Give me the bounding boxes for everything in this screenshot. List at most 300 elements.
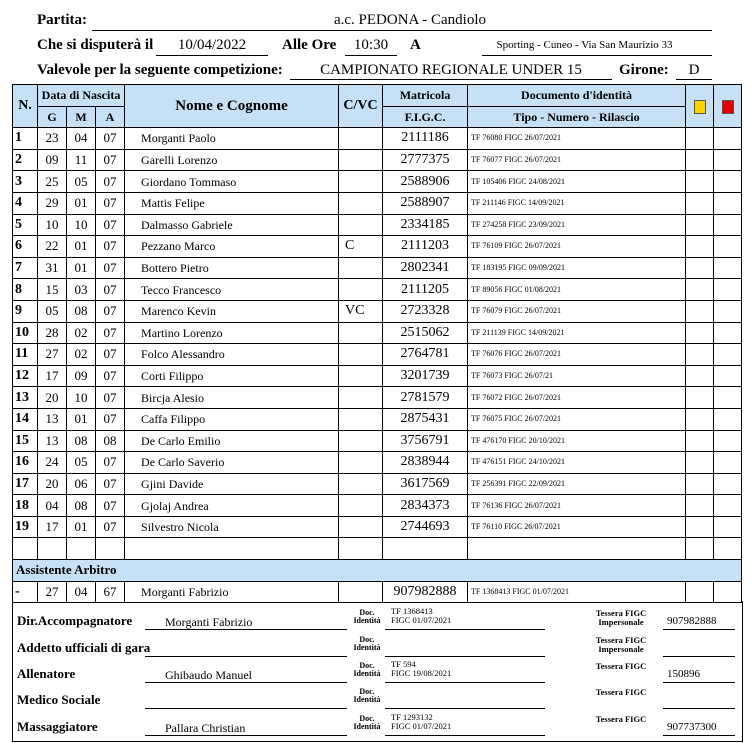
yellow-card-cell — [686, 430, 714, 452]
birth-year: 07 — [96, 516, 125, 538]
staff-tessera: 907982888 — [667, 615, 717, 627]
birth-month: 05 — [67, 171, 96, 193]
partita-label: Partita: — [37, 12, 87, 28]
staff-role: Massaggiatore — [17, 719, 98, 734]
assistant-section-label: Assistente Arbitro — [13, 560, 742, 582]
red-card-cell — [714, 387, 742, 409]
red-card-cell — [714, 300, 742, 322]
captain-mark — [339, 279, 383, 301]
birth-year: 07 — [96, 128, 125, 150]
player-name: De Carlo Emilio — [125, 430, 339, 452]
birth-day: 13 — [38, 408, 67, 430]
ore-label: Alle Ore — [282, 37, 337, 53]
yellow-card-cell — [686, 300, 714, 322]
captain-mark — [339, 344, 383, 366]
competition-value: CAMPIONATO REGIONALE UNDER 15 — [320, 62, 582, 78]
staff-row — [13, 605, 742, 633]
birth-year: 07 — [96, 452, 125, 474]
birth-year: 07 — [96, 408, 125, 430]
player-matricola: 2588906 — [383, 171, 468, 193]
date-value: 10/04/2022 — [177, 37, 247, 53]
valevole-label: Valevole per la seguente competizione: — [37, 62, 283, 78]
player-row — [13, 387, 742, 409]
player-number: 5 — [13, 214, 38, 236]
birth-month: 08 — [67, 300, 96, 322]
captain-mark — [339, 452, 383, 474]
player-document: TF 76076 FIGC 26/07/2021 — [468, 344, 686, 366]
player-matricola: 2723328 — [383, 300, 468, 322]
player-number: 14 — [13, 408, 38, 430]
staff-doc-line2: FIGC 01/07/2021 — [391, 615, 452, 625]
captain-mark — [339, 495, 383, 517]
player-number: 2 — [13, 149, 38, 171]
captain-mark — [339, 171, 383, 193]
captain-mark — [339, 430, 383, 452]
birth-month: 10 — [67, 214, 96, 236]
player-row — [13, 495, 742, 517]
player-name: De Carlo Saverio — [125, 452, 339, 474]
player-matricola: 2802341 — [383, 257, 468, 279]
birth-month: 10 — [67, 387, 96, 409]
player-matricola: 2334185 — [383, 214, 468, 236]
yellow-card-cell — [686, 192, 714, 214]
staff-doc-line1: TF 1293132 — [391, 712, 433, 722]
yellow-card-cell — [686, 365, 714, 387]
birth-month: 04 — [67, 128, 96, 150]
player-row — [13, 344, 742, 366]
staff-doc — [391, 713, 451, 731]
birth-day: 13 — [38, 430, 67, 452]
assistant-document: TF 1368413 FIGC 01/07/2021 — [468, 581, 686, 603]
red-card-cell — [714, 192, 742, 214]
staff-row — [13, 711, 742, 739]
red-card-cell — [714, 495, 742, 517]
player-name: Martino Lorenzo — [125, 322, 339, 344]
player-row — [13, 473, 742, 495]
players-table — [12, 84, 742, 603]
staff-name-underline — [145, 708, 347, 709]
staff-name: Morganti Fabrizio — [165, 615, 253, 629]
col-name: Nome e Cognome — [125, 85, 339, 128]
player-row — [13, 430, 742, 452]
birth-day: 20 — [38, 473, 67, 495]
player-matricola: 2777375 — [383, 149, 468, 171]
player-number: 3 — [13, 171, 38, 193]
player-document: TF 256391 FIGC 22/09/2021 — [468, 473, 686, 495]
birth-month: 01 — [67, 516, 96, 538]
player-row — [13, 279, 742, 301]
staff-tessera-underline — [663, 629, 735, 630]
player-name: Folco Alessandro — [125, 344, 339, 366]
player-document: TF 76080 FIGC 26/07/2021 — [468, 128, 686, 150]
yellow-card-cell — [686, 171, 714, 193]
red-card-cell — [714, 279, 742, 301]
player-matricola: 2111203 — [383, 236, 468, 258]
staff-doc-line1: TF 1368413 — [391, 606, 433, 616]
girone-value: D — [688, 62, 700, 78]
player-name: Giordano Tommaso — [125, 171, 339, 193]
yellow-card-cell — [686, 473, 714, 495]
yellow-card-cell — [686, 257, 714, 279]
birth-year: 07 — [96, 473, 125, 495]
player-matricola: 3756791 — [383, 430, 468, 452]
staff-doc-underline — [385, 708, 545, 709]
birth-year: 07 — [96, 387, 125, 409]
date-underline — [156, 55, 268, 56]
birth-day: 29 — [38, 192, 67, 214]
captain-mark — [339, 257, 383, 279]
player-document: TF 76077 FIGC 26/07/2021 — [468, 149, 686, 171]
birth-day: 20 — [38, 387, 67, 409]
yellow-card-cell — [686, 516, 714, 538]
staff-doc-line2: FIGC 01/07/2021 — [391, 721, 452, 731]
player-name: Gjini Davide — [125, 473, 339, 495]
player-matricola: 2781579 — [383, 387, 468, 409]
time-value: 10:30 — [353, 37, 389, 53]
yellow-card-cell — [686, 387, 714, 409]
player-number: 7 — [13, 257, 38, 279]
player-name: Garelli Lorenzo — [125, 149, 339, 171]
player-matricola: 2111205 — [383, 279, 468, 301]
player-number: 19 — [13, 516, 38, 538]
player-row — [13, 516, 742, 538]
partita-underline — [92, 30, 712, 31]
player-matricola: 2744693 — [383, 516, 468, 538]
player-matricola: 2764781 — [383, 344, 468, 366]
staff-doc — [391, 607, 451, 625]
red-card-cell — [714, 365, 742, 387]
staff-doc — [391, 660, 451, 678]
staff-doc-underline — [385, 682, 545, 683]
empty-cell — [383, 538, 468, 560]
player-matricola: 2834373 — [383, 495, 468, 517]
player-row — [13, 149, 742, 171]
player-row — [13, 192, 742, 214]
player-document: TF 76110 FIGC 26/07/2021 — [468, 516, 686, 538]
player-document: TF 274258 FIGC 23/09/2021 — [468, 214, 686, 236]
player-row — [13, 365, 742, 387]
player-number: 17 — [13, 473, 38, 495]
staff-doc-line1: TF 594 — [391, 659, 416, 669]
player-number: 4 — [13, 192, 38, 214]
player-document: TF 476151 FIGC 24/10/2021 — [468, 452, 686, 474]
birth-year: 07 — [96, 495, 125, 517]
player-number: 10 — [13, 322, 38, 344]
col-n: N. — [13, 85, 38, 128]
empty-cell — [38, 538, 67, 560]
yellow-card-cell — [686, 214, 714, 236]
birth-month: 02 — [67, 322, 96, 344]
partita-value: a.c. PEDONA - Candiolo — [333, 12, 487, 28]
assistant-birth-year: 67 — [96, 581, 125, 603]
birth-year: 08 — [96, 430, 125, 452]
captain-mark — [339, 408, 383, 430]
player-document: TF 89056 FIGC 01/08/2021 — [468, 279, 686, 301]
captain-mark — [339, 149, 383, 171]
player-number: 9 — [13, 300, 38, 322]
birth-month: 02 — [67, 344, 96, 366]
doc-label: Doc. Identità — [353, 714, 381, 731]
birth-year: 07 — [96, 279, 125, 301]
yellow-card-cell — [686, 344, 714, 366]
player-name: Dalmasso Gabriele — [125, 214, 339, 236]
captain-mark — [339, 192, 383, 214]
staff-role: Medico Sociale — [17, 692, 101, 707]
birth-day: 25 — [38, 171, 67, 193]
empty-cell — [714, 538, 742, 560]
captain-mark — [339, 516, 383, 538]
birth-month: 05 — [67, 452, 96, 474]
birth-day: 17 — [38, 365, 67, 387]
doc-label: Doc. Identità — [353, 687, 381, 704]
red-card-cell — [714, 473, 742, 495]
assistant-matricola: 907982888 — [383, 581, 468, 603]
player-name: Bircja Alesio — [125, 387, 339, 409]
player-row — [13, 171, 742, 193]
staff-name: Ghibaudo Manuel — [165, 668, 252, 682]
player-number: 8 — [13, 279, 38, 301]
assistant-section-row — [13, 560, 742, 582]
player-matricola: 2111186 — [383, 128, 468, 150]
birth-day: 31 — [38, 257, 67, 279]
player-matricola: 3201739 — [383, 365, 468, 387]
yellow-card-cell — [686, 408, 714, 430]
doc-label: Doc. Identità — [353, 661, 381, 678]
birth-day: 23 — [38, 128, 67, 150]
yellow-card-icon — [694, 100, 706, 114]
location-value: Sporting - Cuneo - Via San Maurizio 33 — [496, 39, 673, 51]
staff-name-underline — [145, 656, 347, 657]
player-name: Morganti Paolo — [125, 128, 339, 150]
staff-doc-underline — [385, 735, 545, 736]
red-card-cell — [714, 149, 742, 171]
captain-mark: C — [339, 236, 383, 258]
red-card-cell — [714, 581, 742, 603]
staff-role: Allenatore — [17, 666, 76, 681]
yellow-card-cell — [686, 236, 714, 258]
assistant-birth-month: 04 — [67, 581, 96, 603]
player-name: Gjolaj Andrea — [125, 495, 339, 517]
girone-label: Girone: — [619, 62, 669, 78]
empty-cell — [96, 538, 125, 560]
birth-month: 01 — [67, 236, 96, 258]
player-number: 12 — [13, 365, 38, 387]
staff-name-underline — [145, 682, 347, 683]
location-underline — [482, 55, 712, 56]
birth-day: 27 — [38, 344, 67, 366]
player-number: 15 — [13, 430, 38, 452]
tessera-label: Tessera FIGC Impersonale — [595, 635, 647, 654]
staff-doc-line2: FIGC 19/08/2021 — [391, 668, 452, 678]
birth-year: 07 — [96, 214, 125, 236]
staff-tessera: 907737300 — [667, 721, 717, 733]
player-matricola: 2515062 — [383, 322, 468, 344]
col-a: A — [96, 106, 125, 128]
player-name: Silvestro Nicola — [125, 516, 339, 538]
header-row-1 — [13, 85, 742, 107]
birth-month: 03 — [67, 279, 96, 301]
empty-cell — [339, 538, 383, 560]
birth-day: 04 — [38, 495, 67, 517]
birth-month: 08 — [67, 430, 96, 452]
red-card-cell — [714, 171, 742, 193]
assistant-name: Morganti Fabrizio — [125, 581, 339, 603]
player-matricola: 3617569 — [383, 473, 468, 495]
girone-underline — [676, 79, 712, 80]
time-underline — [345, 55, 397, 56]
staff-tessera-underline — [663, 682, 735, 683]
red-card-cell — [714, 257, 742, 279]
birth-day: 15 — [38, 279, 67, 301]
col-g: G — [38, 106, 67, 128]
player-number: 11 — [13, 344, 38, 366]
staff-tessera-underline — [663, 708, 735, 709]
captain-mark — [339, 387, 383, 409]
player-name: Marenco Kevin — [125, 300, 339, 322]
player-document: TF 76136 FIGC 26/07/2021 — [468, 495, 686, 517]
staff-tessera-underline — [663, 735, 735, 736]
staff-tessera-underline — [663, 656, 735, 657]
col-doc: Documento d'identità — [468, 85, 686, 107]
red-card-cell — [714, 344, 742, 366]
empty-cell — [125, 538, 339, 560]
tessera-label: Tessera FIGC — [595, 661, 647, 671]
staff-row — [13, 632, 742, 660]
assistant-birth-day: 27 — [38, 581, 67, 603]
birth-year: 07 — [96, 344, 125, 366]
player-number: 1 — [13, 128, 38, 150]
player-name: Corti Filippo — [125, 365, 339, 387]
col-matricola: Matricola — [383, 85, 468, 107]
player-row — [13, 322, 742, 344]
player-name: Mattis Felipe — [125, 192, 339, 214]
staff-section — [12, 601, 743, 742]
captain-mark — [339, 322, 383, 344]
captain-mark — [339, 365, 383, 387]
player-row — [13, 236, 742, 258]
captain-mark — [339, 473, 383, 495]
yellow-card-cell — [686, 279, 714, 301]
birth-day: 10 — [38, 214, 67, 236]
red-card-cell — [714, 128, 742, 150]
red-card-cell — [714, 322, 742, 344]
competition-underline — [290, 79, 612, 80]
player-number: 6 — [13, 236, 38, 258]
birth-year: 07 — [96, 192, 125, 214]
yellow-card-header — [686, 85, 714, 128]
player-matricola: 2838944 — [383, 452, 468, 474]
birth-year: 07 — [96, 365, 125, 387]
red-card-cell — [714, 452, 742, 474]
red-card-cell — [714, 430, 742, 452]
staff-name-underline — [145, 629, 347, 630]
birth-day: 05 — [38, 300, 67, 322]
empty-cell — [468, 538, 686, 560]
staff-role: Addetto ufficiali di gara — [17, 640, 151, 655]
red-card-cell — [714, 236, 742, 258]
empty-cell — [13, 538, 38, 560]
player-document: TF 76073 FIGC 26/07/21 — [468, 365, 686, 387]
yellow-card-cell — [686, 452, 714, 474]
captain-mark: VC — [339, 300, 383, 322]
staff-doc-underline — [385, 656, 545, 657]
staff-tessera: 150896 — [667, 668, 700, 680]
col-birth: Data di Nascita — [38, 85, 125, 107]
birth-month: 01 — [67, 192, 96, 214]
birth-month: 09 — [67, 365, 96, 387]
player-name: Tecco Francesco — [125, 279, 339, 301]
player-row — [13, 300, 742, 322]
doc-label: Doc. Identità — [353, 608, 381, 625]
col-matricola-figc: F.I.G.C. — [383, 106, 468, 128]
yellow-card-cell — [686, 149, 714, 171]
red-card-cell — [714, 408, 742, 430]
player-row — [13, 257, 742, 279]
player-matricola: 2875431 — [383, 408, 468, 430]
birth-year: 07 — [96, 300, 125, 322]
col-doc-sub: Tipo - Numero - Rilascio — [468, 106, 686, 128]
assistant-row — [13, 581, 742, 603]
birth-day: 17 — [38, 516, 67, 538]
birth-month: 08 — [67, 495, 96, 517]
player-document: TF 211146 FIGC 14/09/2021 — [468, 192, 686, 214]
red-card-header — [714, 85, 742, 128]
player-document: TF 76109 FIGC 26/07/2021 — [468, 236, 686, 258]
match-header — [0, 0, 753, 84]
player-document: TF 76079 FIGC 26/07/2021 — [468, 300, 686, 322]
player-name: Bottero Pietro — [125, 257, 339, 279]
birth-month: 06 — [67, 473, 96, 495]
birth-year: 07 — [96, 149, 125, 171]
yellow-card-cell — [686, 495, 714, 517]
birth-month: 01 — [67, 257, 96, 279]
player-number: 18 — [13, 495, 38, 517]
birth-day: 24 — [38, 452, 67, 474]
player-name: Pezzano Marco — [125, 236, 339, 258]
disputera-label: Che si disputerà il — [37, 37, 154, 53]
player-number: 16 — [13, 452, 38, 474]
assistant-cvc — [339, 581, 383, 603]
player-row — [13, 128, 742, 150]
player-document: TF 183195 FIGC 09/09/2021 — [468, 257, 686, 279]
player-document: TF 76072 FIGC 26/07/2021 — [468, 387, 686, 409]
birth-day: 09 — [38, 149, 67, 171]
empty-cell — [686, 538, 714, 560]
col-m: M — [67, 106, 96, 128]
player-document: TF 105406 FIGC 24/08/2021 — [468, 171, 686, 193]
birth-year: 07 — [96, 257, 125, 279]
player-document: TF 476170 FIGC 20/10/2021 — [468, 430, 686, 452]
player-document: TF 211139 FIGC 14/09/2021 — [468, 322, 686, 344]
birth-year: 07 — [96, 236, 125, 258]
player-matricola: 2588907 — [383, 192, 468, 214]
player-row — [13, 452, 742, 474]
tessera-label: Tessera FIGC — [595, 714, 647, 724]
yellow-card-cell — [686, 322, 714, 344]
birth-day: 28 — [38, 322, 67, 344]
tessera-label: Tessera FIGC Impersonale — [595, 608, 647, 627]
tessera-label: Tessera FIGC — [595, 687, 647, 697]
captain-mark — [339, 214, 383, 236]
birth-day: 22 — [38, 236, 67, 258]
red-card-cell — [714, 214, 742, 236]
player-row — [13, 408, 742, 430]
a-label: A — [410, 37, 421, 53]
staff-row — [13, 658, 742, 686]
red-card-cell — [714, 516, 742, 538]
empty-row — [13, 538, 742, 560]
birth-year: 07 — [96, 171, 125, 193]
